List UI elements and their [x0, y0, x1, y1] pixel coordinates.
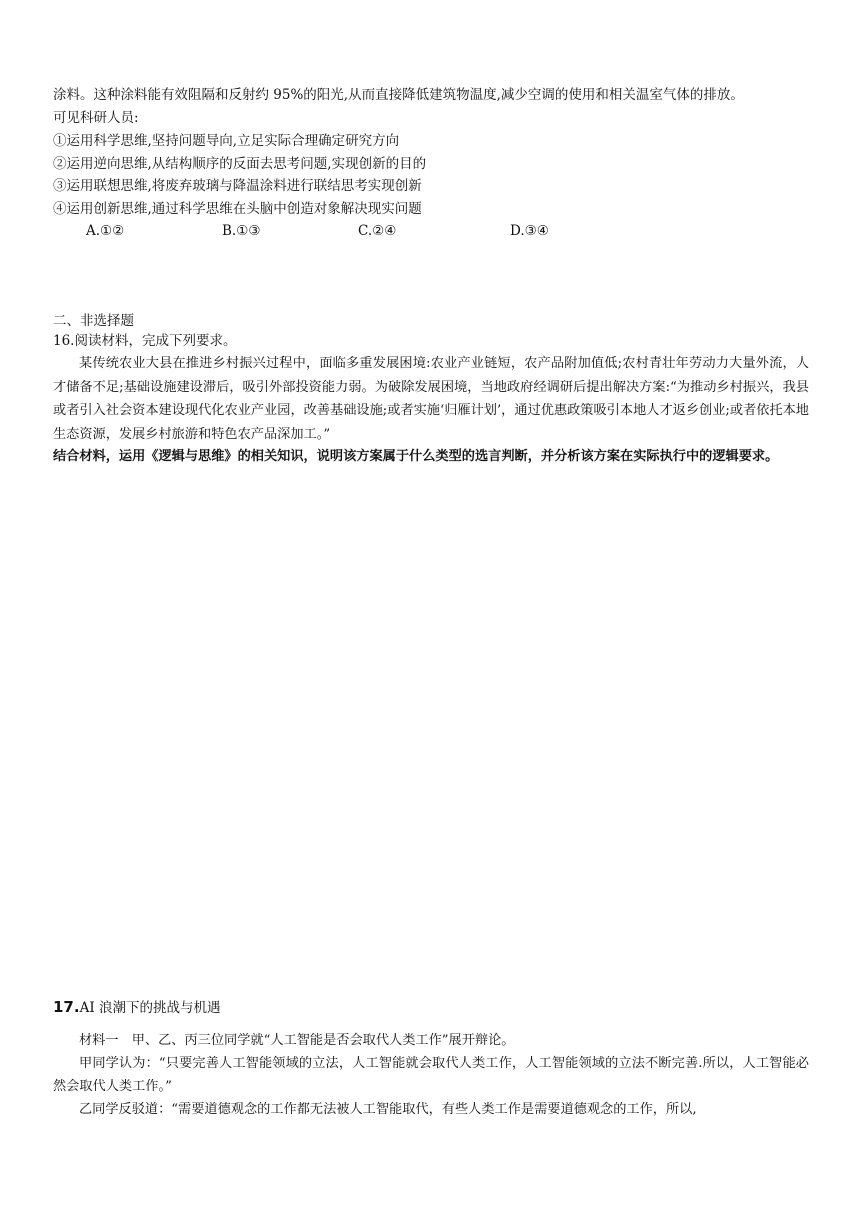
q15-option-b: B.①③	[222, 223, 261, 239]
section-title: 二、非选择题	[53, 313, 134, 329]
q17-jia-statement: 甲同学认为：“只要完善人工智能领域的立法，人工智能就会取代人类工作，人工智能领域的立法不断完善.所以，人工智能必然会取代人类工作。”	[53, 1056, 809, 1094]
q17-heading	[53, 996, 220, 1019]
q15-option-a: A.①②	[86, 223, 125, 239]
q15-option-c: C.②④	[358, 223, 397, 239]
q16-question: 结合材料，运用《逻辑与思维》的相关知识，说明该方案属于什么类型的选言判断，并分析该方案在实际执行中的逻辑要求。	[53, 449, 779, 464]
q16-material: 某传统农业大县在推进乡村振兴过程中，面临多重发展困境:农业产业链短，农产品附加值低;农村青壮年劳动力大量外流，人才储备不足;基础设施建设滞后，吸引外部投资能力弱。为破除发展困境，当地政府经调研后提出解决方案:“为推动乡村振兴，我县或者引入社会资本建设现代化农业产业园，改善基础设施;或者实施‘归雁计划’，通过优惠政策吸引本地人才返乡创业;或者依托本地生态资源，发展乡村旅游和特色农产品深加工。”	[53, 356, 809, 442]
q15-stem-line1: 涂料。这种涂料能有效阻隔和反射约 95%的阳光,从而直接降低建筑物温度,减少空调的使用和相关温室气体的排放。	[53, 87, 744, 103]
q15-item-3: ③运用联想思维,将废弃玻璃与降温涂料进行联结思考实现创新	[53, 178, 422, 194]
q17-title: AI 浪潮下的挑战与机遇	[79, 1000, 221, 1016]
q17-number: 17.	[53, 998, 80, 1016]
q15-stem-line2: 可见科研人员:	[53, 110, 139, 126]
q17-material1: 材料一 甲、乙、丙三位同学就“人工智能是否会取代人类工作”展开辩论。	[79, 1033, 515, 1048]
q15-item-1: ①运用科学思维,坚持问题导向,立足实际合理确定研究方向	[53, 133, 400, 149]
q15-option-d: D.③④	[510, 223, 549, 239]
q16-heading: 16.阅读材料，完成下列要求。	[53, 333, 237, 349]
q17-yi-statement: 乙同学反驳道：“需要道德观念的工作都无法被人工智能取代，有些人类工作是需要道德观念的工作，所以,	[79, 1102, 697, 1117]
q15-item-2: ②运用逆向思维,从结构顺序的反面去思考问题,实现创新的目的	[53, 156, 427, 172]
q15-item-4: ④运用创新思维,通过科学思维在头脑中创造对象解决现实问题	[53, 201, 422, 217]
